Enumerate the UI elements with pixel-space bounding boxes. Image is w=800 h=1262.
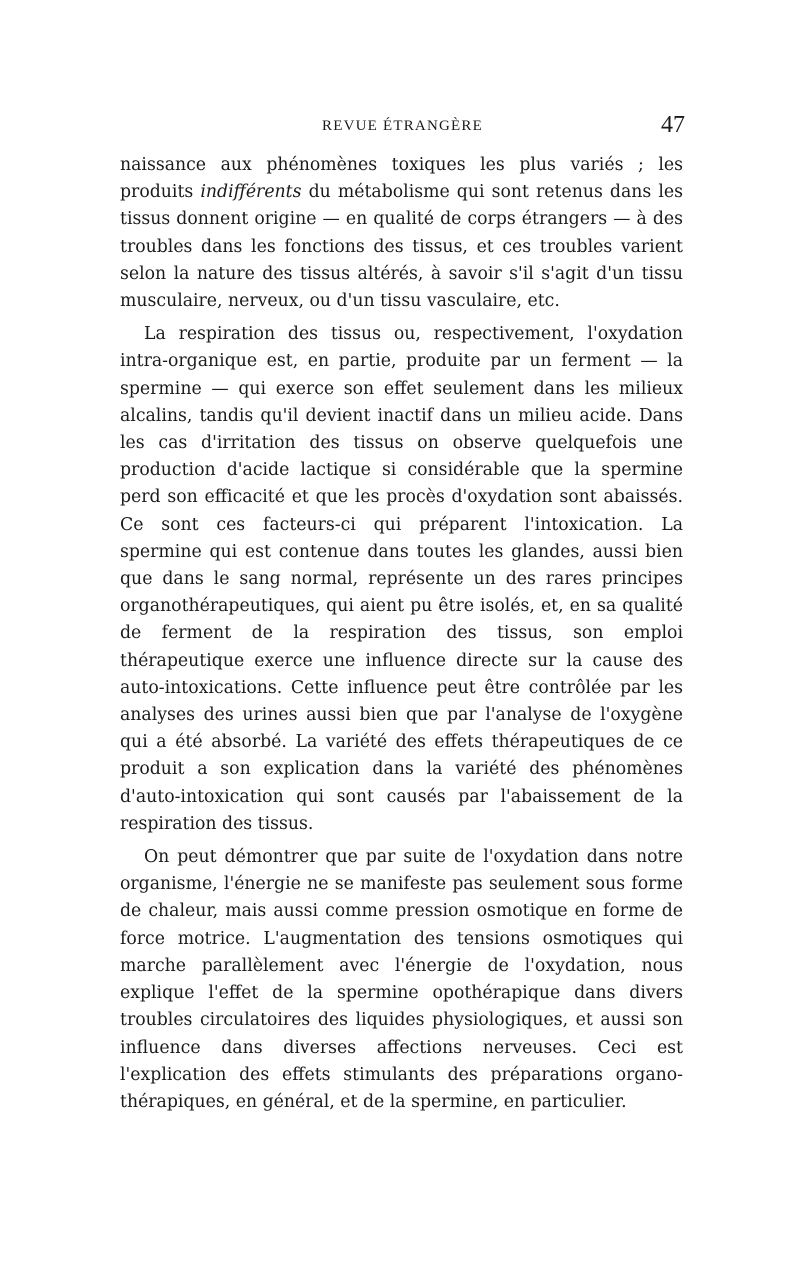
body-text: [120, 152, 683, 1116]
page-number: 47: [661, 112, 685, 138]
paragraph-2: La respiration des tissus ou, respectivement, l'oxydation intra-organique est, en partie, produite par un ferment — la spermine — qui exerce son effet seulement dans les milieux alcalins, tandis qu'il devient inactif dans un milieu acide. Dans les cas d'irritation des tissus on observe quelquefois une production d'acide lactique si considérable que la spermine perd son efficacité et que les procès d'oxydation sont abaissés. Ce sont ces facteurs-ci qui préparent l'intoxication. La spermine qui est contenue dans toutes les glandes, aussi bien que dans le sang normal, représente un des rares principes organothérapeutiques, qui aient pu être isolés, et, en sa qualité de ferment de la respiration des tissus, son emploi thérapeutique exerce une influence directe sur la cause des auto-intoxications. Cette influence peut être contrôlée par les analyses des urines aussi bien que par l'analyse de l'oxygène qui a été absorbé. La variété des effets thérapeutiques de ce produit a son explication dans la variété des phénomènes d'auto-intoxication qui sont causés par l'abaissement de la respiration des tissus.: [120, 324, 683, 834]
running-title: REVUE ÉTRANGÈRE: [322, 118, 483, 134]
paragraph-3: On peut démontrer que par suite de l'oxydation dans notre organisme, l'énergie ne se manifeste pas seulement sous forme de chaleur, mais aussi comme pression osmotique en forme de force motrice. L'augmentation des tensions osmotiques qui marche parallèlement avec l'énergie de l'oxydation, nous explique l'effet de la spermine opothérapique dans divers troubles circulatoires des liquides physiologiques, et aussi son influence dans diverses affections nerveuses. Ceci est l'explication des effets stimulants des préparations organo-thérapiques, en général, et de la spermine, en particulier.: [120, 847, 683, 1112]
paragraph-1: [120, 152, 683, 315]
italic-term: indifférents: [200, 182, 302, 203]
page-header: [120, 112, 685, 142]
paragraph-1-text-end: du métabolisme qui sont retenus dans les tissus donnent origine — en qualité de corps étrangers — à des troubles dans les fonctions des tissus, et ces troubles varient selon la nature des tissus altérés, à savoir s'il s'agit d'un tissu musculaire, nerveux, ou d'un tissu vasculaire, etc.: [120, 182, 683, 312]
paragraph-1-text-start: naissance aux phénomènes toxiques les plus variés ; les produits: [120, 155, 683, 203]
